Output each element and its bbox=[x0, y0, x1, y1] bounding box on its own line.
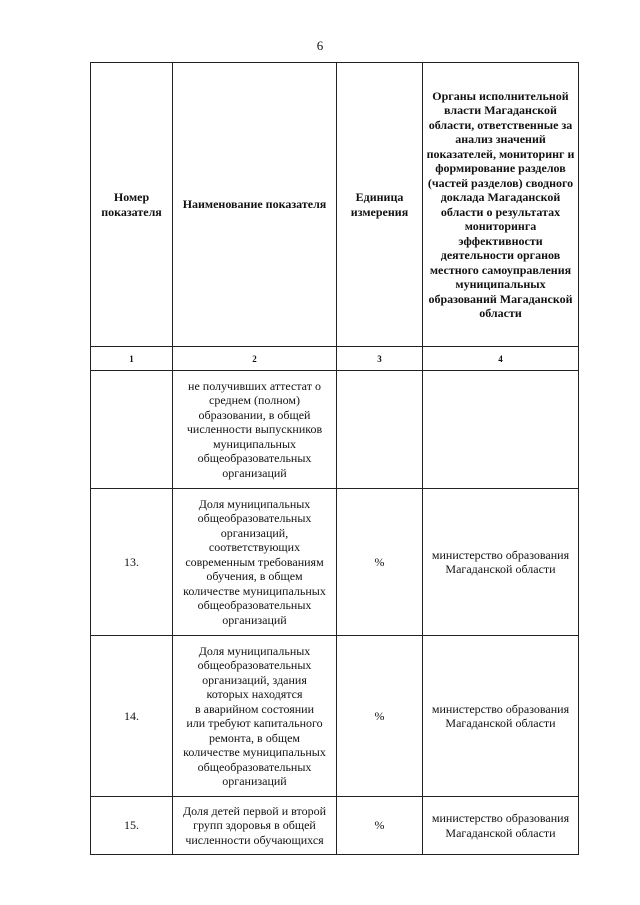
row-name: Доля муниципальных общеобразовательных организаций, соответствующих современным требованиям обучения, в общем количестве муниципальных общеобразовательных организаций bbox=[173, 489, 337, 636]
row-organ: министерство образования Магаданской области bbox=[423, 636, 579, 797]
table-row bbox=[91, 371, 579, 489]
row-organ: министерство образования Магаданской области bbox=[423, 797, 579, 855]
column-number: 3 bbox=[337, 347, 423, 371]
header-indicator-name: Наименование показателя bbox=[173, 63, 337, 347]
table-row bbox=[91, 489, 579, 636]
row-name: Доля детей первой и второй групп здоровья в общей численности обучающихся bbox=[173, 797, 337, 855]
table-row bbox=[91, 797, 579, 855]
column-number: 4 bbox=[423, 347, 579, 371]
row-unit bbox=[337, 371, 423, 489]
row-organ: министерство образования Магаданской области bbox=[423, 489, 579, 636]
indicators-table bbox=[90, 62, 579, 855]
column-number: 1 bbox=[91, 347, 173, 371]
row-number: 13. bbox=[91, 489, 173, 636]
header-responsible-organs: Органы исполнительной власти Магаданской области, ответственные за анализ значений показателей, мониторинг и формирование разделов (частей разделов) сводного доклада Магаданской области о результатах мониторинга эффективности деятельности органов местного самоуправления муниципальных образований Магаданской области bbox=[423, 63, 579, 347]
table-row bbox=[91, 636, 579, 797]
page-number: 6 bbox=[316, 38, 324, 53]
row-unit: % bbox=[337, 636, 423, 797]
row-number: 14. bbox=[91, 636, 173, 797]
column-numbers-row bbox=[91, 347, 579, 371]
header-indicator-number: Номер показателя bbox=[91, 63, 173, 347]
row-number bbox=[91, 371, 173, 489]
table-header-row bbox=[91, 63, 579, 347]
row-number: 15. bbox=[91, 797, 173, 855]
row-organ bbox=[423, 371, 579, 489]
header-unit: Единица измерения bbox=[337, 63, 423, 347]
row-name: не получивших аттестат о среднем (полном) образовании, в общей численности выпускников муниципальных общеобразовательных организаций bbox=[173, 371, 337, 489]
row-unit: % bbox=[337, 489, 423, 636]
column-number: 2 bbox=[173, 347, 337, 371]
row-unit: % bbox=[337, 797, 423, 855]
row-name: Доля муниципальных общеобразовательных организаций, здания которых находятся в аварийном состоянии или требуют капитального ремонта, в общем количестве муниципальных общеобразовательных организаций bbox=[173, 636, 337, 797]
